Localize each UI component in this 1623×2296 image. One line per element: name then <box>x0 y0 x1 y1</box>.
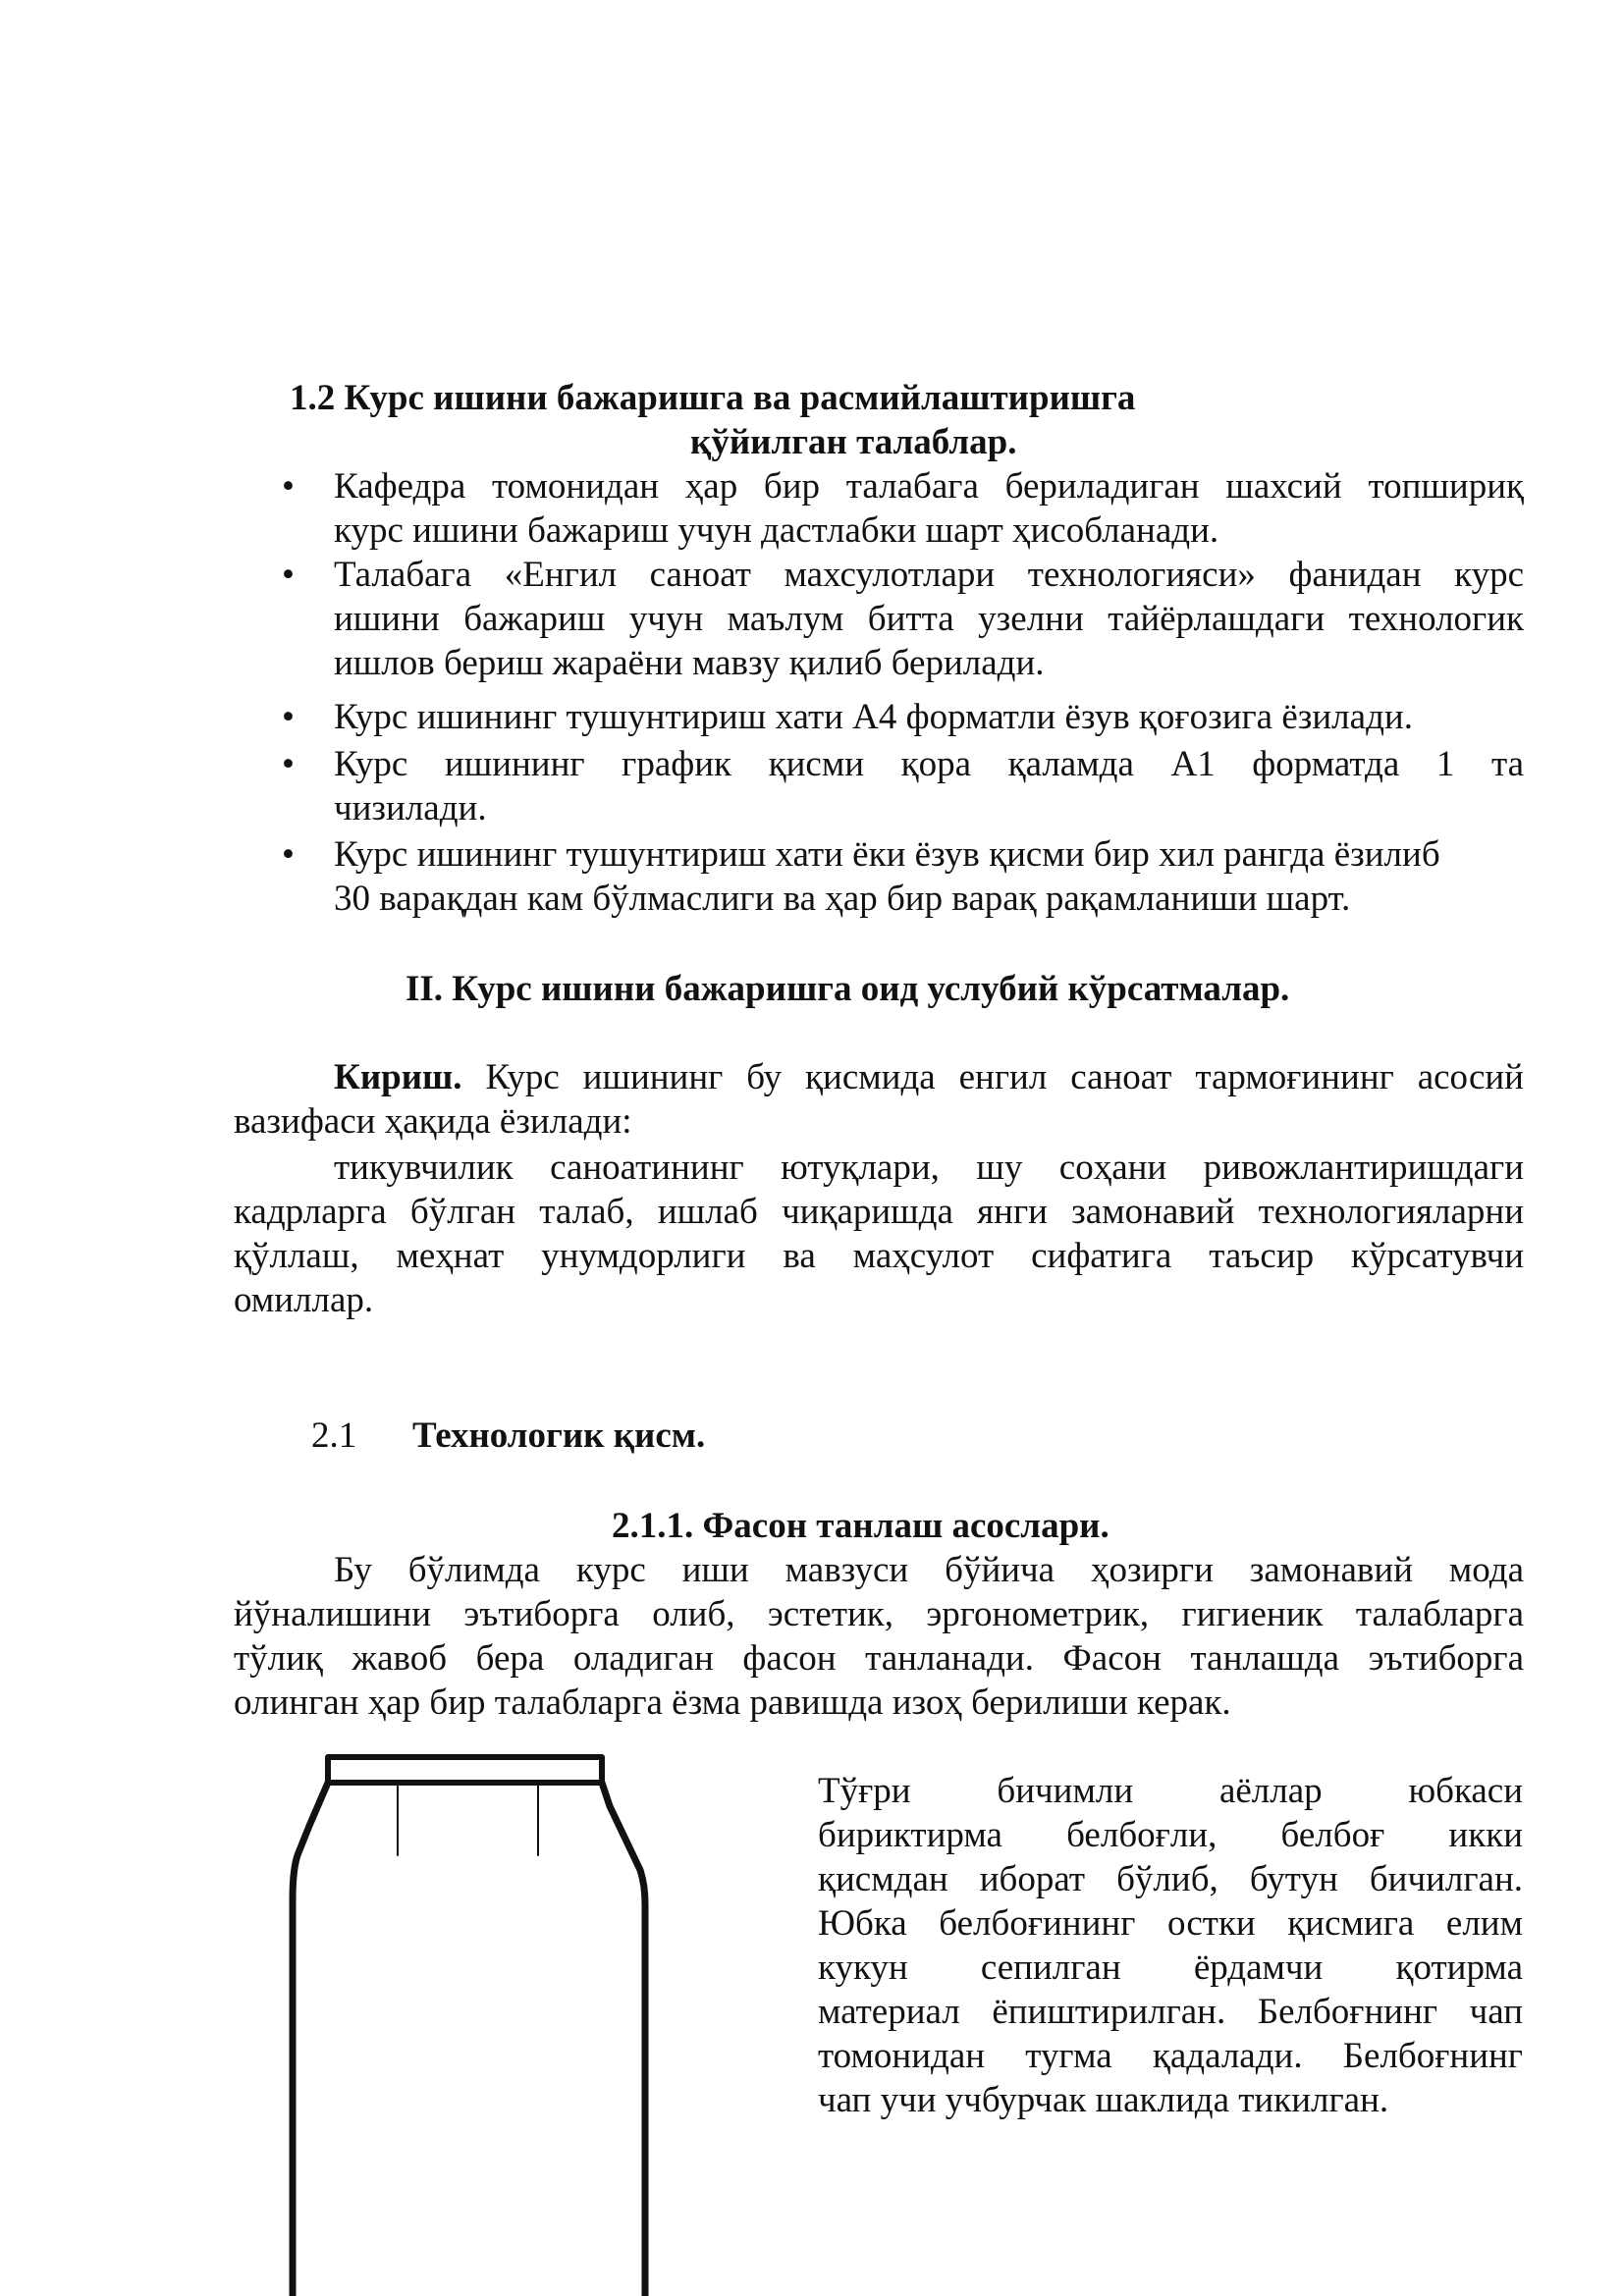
intro-line-6: омиллар. <box>234 1280 374 1320</box>
intro-line-1 <box>334 1055 1524 1099</box>
bullet-2-line-3: ишлов бериш жараёни мавзу қилиб берилади. <box>334 643 1045 683</box>
bullet-2-line-2: ишини бажариш учун маълум битта узелни тайёрлашдаги технологик <box>334 599 1524 639</box>
section-2-1-1-line-3: тўлиқ жавоб бера оладиган фасон танланади. Фасон танлашда эътиборга <box>234 1638 1524 1679</box>
intro-text: Курс ишининг бу қисмида енгил саноат тармоғининг асосий <box>461 1057 1524 1097</box>
skirt-desc-line-6: материал ёпиштирилган. Белбоғнинг чап <box>818 1992 1523 2032</box>
bullet-1-line-2: курс ишини бажариш учун дастлабки шарт ҳисобланади. <box>334 510 1219 551</box>
section-2-1-number: 2.1 <box>311 1415 357 1456</box>
right-side-seam <box>602 1783 645 2296</box>
section-1-2-title-line-1: 1.2 Курс ишини бажаришга ва расмийлаштиришга <box>290 378 1136 418</box>
bullet-3-line-1: Курс ишининг тушунтириш хати А4 форматли ёзув қоғозига ёзилади. <box>334 697 1413 737</box>
skirt-desc-line-3: қисмдан иборат бўлиб, бутун бичилган. <box>818 1859 1523 1899</box>
bullet-2-line-1: Талабага «Енгил саноат махсулотлари технологияси» фанидан курс <box>334 555 1524 595</box>
section-2-1-title: Технологик қисм. <box>412 1415 706 1456</box>
bullet-4-line-2: чизилади. <box>334 788 487 828</box>
bullet-marker: • <box>282 744 295 784</box>
intro-label: Кириш. <box>334 1057 462 1097</box>
bullet-5-line-2: 30 варақдан кам бўлмаслиги ва ҳар бир варақ рақамланиши шарт. <box>334 879 1351 919</box>
intro-line-4: кадрларга бўлган талаб, ишлаб чиқаришда янги замонавий технологияларни <box>234 1192 1524 1232</box>
bullet-marker: • <box>282 466 295 507</box>
skirt-desc-line-5: кукун сепилган ёрдамчи қотирма <box>818 1948 1523 1988</box>
section-2-title: II. Курс ишини бажаришга оид услубий кўрсатмалар. <box>406 969 1290 1009</box>
skirt-desc-line-1: Тўғри бичимли аёллар юбкаси <box>818 1771 1523 1811</box>
bullet-marker: • <box>282 834 295 875</box>
bullet-1-line-1: Кафедра томонидан ҳар бир талабага бериладиган шахсий топшириқ <box>334 466 1524 507</box>
intro-line-2: вазифаси ҳақида ёзилади: <box>234 1101 632 1142</box>
skirt-desc-line-8: чап учи учбурчак шаклида тикилган. <box>818 2080 1389 2120</box>
left-side-seam <box>293 1783 328 2296</box>
bullet-marker: • <box>282 555 295 595</box>
skirt-desc-line-4: Юбка белбоғининг остки қисмига елим <box>818 1903 1523 1944</box>
section-2-1-1-line-1: Бу бўлимда курс иши мавзуси бўйича ҳозирги замонавий мода <box>334 1550 1524 1590</box>
bullet-5-line-1: Курс ишининг тушунтириш хати ёки ёзув қисми бир хил рангда ёзилиб <box>334 834 1440 875</box>
section-2-1-1-title: 2.1.1. Фасон танлаш асослари. <box>612 1506 1109 1546</box>
intro-line-5: қўллаш, меҳнат унумдорлиги ва маҳсулот сифатига таъсир кўрсатувчи <box>234 1236 1524 1276</box>
section-1-2-title-line-2: қўйилган талаблар. <box>690 422 1017 462</box>
bullet-4-line-1: Курс ишининг график қисми қора қаламда А1 форматда 1 та <box>334 744 1524 784</box>
bullet-marker: • <box>282 697 295 737</box>
intro-line-3: тикувчилик саноатининг ютуқлари, шу соҳани ривожлантиришдаги <box>334 1148 1524 1188</box>
section-2-1-1-line-4: олинган ҳар бир талабларга ёзма равишда изоҳ берилиши керак. <box>234 1682 1231 1723</box>
skirt-desc-line-2: бириктирма белбоғли, белбоғ икки <box>818 1815 1523 1855</box>
waistband-outline <box>328 1757 602 1783</box>
skirt-sketch-icon <box>285 1728 658 2296</box>
skirt-desc-line-7: томонидан тугма қадалади. Белбоғнинг <box>818 2036 1523 2076</box>
section-2-1-1-line-2: йўналишини эътиборга олиб, эстетик, эргонометрик, гигиеник талабларга <box>234 1594 1524 1634</box>
